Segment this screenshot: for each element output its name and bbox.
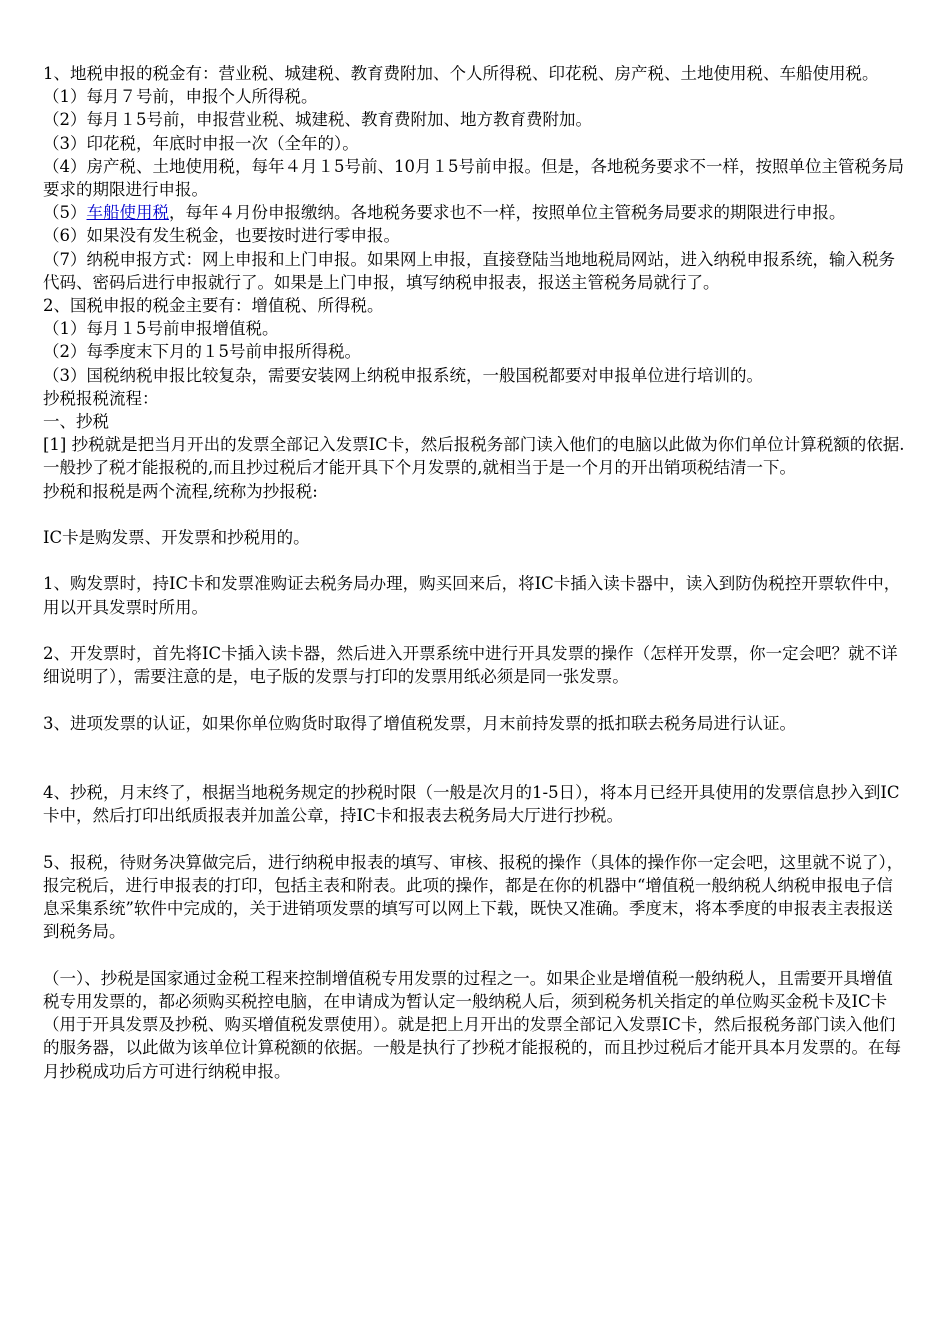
paragraph-national-item-3: （3）国税纳税申报比较复杂，需要安装网上纳税申报系统，一般国税都要对申报单位进行培训的。 [43, 365, 763, 385]
paragraph-two-processes: 抄税和报税是两个流程,统称为抄报税: [43, 481, 318, 501]
vehicle-tax-link[interactable]: 车船使用税 [86, 203, 169, 223]
paragraph-local-tax-intro: 1、地税申报的税金有：营业税、城建税、教育费附加、个人所得税、印花税、房产税、土地使用税、车船使用税。 [43, 64, 879, 83]
spacer [43, 735, 907, 781]
paragraph-ic-card: IC卡是购发票、开发票和抄税用的。 [43, 528, 310, 548]
paragraph-item-4: （4）房产税、土地使用税，每年４月１5号前、10月１5号前申报。但是，各地税务要求不一样，按照单位主管税务局要求的期限进行申报。 [43, 156, 904, 200]
spacer [43, 503, 907, 526]
paragraph-national-item-2: （2）每季度末下月的１5号前申报所得税。 [43, 342, 361, 362]
paragraph-item-7: （7）纳税申报方式：网上申报和上门申报。如果网上申报，直接登陆当地地税局网站，进入纳税申报系统，输入税务代码、密码后进行申报就行了。如果是上门申报，填写纳税申报表，报送主管税务局就行了。 [43, 249, 895, 292]
spacer [43, 688, 907, 711]
paragraph-step-report-tax: 5、报税，待财务决算做完后，进行纳税申报表的填写、审核、报税的操作（具体的操作你一定会吧，这里就不说了），报完税后，进行申报表的打印，包括主表和附表。此项的操作，都是在你的机器中“增值税一般纳税人纳税申报电子信息采集系统”软件中完成的，关于进销项发票的填写可以网上下载，既快又准确。季度末，将本季度的申报表主表报送到税务局。 [43, 852, 904, 942]
paragraph-national-tax-intro: 2、国税申报的税金主要有：增值税、所得税。 [43, 296, 384, 316]
paragraph-step-copy-tax: 4、抄税，月末终了，根据当地税务规定的抄税时限（一般是次月的1-5日），将本月已经开具使用的发票信息抄入到IC卡中，然后打印出纸质报表并加盖公章，持IC卡和报表去税务局大厅进行抄税。 [43, 783, 900, 826]
spacer [43, 944, 907, 967]
paragraph-golden-tax: （一）、抄税是国家通过金税工程来控制增值税专用发票的过程之一。如果企业是增值税一般纳税人，且需要开具增值税专用发票的，都必须购买税控电脑，在申请成为暂认定一般纳税人后，须到税务机关指定的单位购买金税卡及IC卡（用于开具发票及抄税、购买增值税发票使用）。就是把上月开出的发票全部记入发票IC卡，然后报税务部门读入他们的服务器，以此做为该单位计算税额的依据。一般是执行了抄税才能报税的，而且抄过税后才能开具本月发票的。在每月抄税成功后方可进行纳税申报。 [43, 968, 901, 1081]
item-5-prefix: （5） [43, 203, 87, 223]
paragraph-step-issue-invoice: 2、开发票时，首先将IC卡插入读卡器，然后进入开票系统中进行开具发票的操作（怎样开发票，你一定会吧？就不详细说明了），需要注意的是，电子版的发票与打印的发票用纸必须是同一张发票。 [43, 644, 898, 687]
document-body [43, 62, 907, 1083]
paragraph-national-item-1: （1）每月１5号前申报增值税。 [43, 319, 279, 339]
paragraph-item-1: （1）每月７号前，申报个人所得税。 [43, 87, 318, 107]
paragraph-step-buy-invoice: 1、购发票时，持IC卡和发票准购证去税务局办理，购买回来后，将IC卡插入读卡器中，读入到防伪税控开票软件中，用以开具发票时所用。 [43, 574, 901, 617]
paragraph-item-5 [43, 201, 907, 224]
paragraph-item-3: （3）印花税，年底时申报一次（全年的）。 [43, 133, 359, 153]
spacer [43, 828, 907, 851]
spacer [43, 619, 907, 642]
paragraph-item-2: （2）每月１5号前，申报营业税、城建税、教育费附加、地方教育费附加。 [43, 110, 592, 130]
paragraph-copy-tax-definition: [1] 抄税就是把当月开出的发票全部记入发票IC卡，然后报税务部门读入他们的电脑以此做为你们单位计算税额的依据.一般抄了税才能报税的,而且抄过税后才能开具下个月发票的,就相当于是一个月的开出销项税结清一下。 [43, 435, 905, 478]
section-heading-process: 抄税报税流程： [43, 388, 159, 408]
item-5-text: ，每年４月份申报缴纳。各地税务要求也不一样，按照单位主管税务局要求的期限进行申报。 [169, 203, 846, 223]
paragraph-item-6: （6）如果没有发生税金，也要按时进行零申报。 [43, 226, 400, 246]
paragraph-step-certify: 3、进项发票的认证，如果你单位购货时取得了增值税发票，月末前持发票的抵扣联去税务局进行认证。 [43, 713, 796, 733]
spacer [43, 549, 907, 572]
section-heading-copy-tax: 一、抄税 [43, 412, 109, 432]
